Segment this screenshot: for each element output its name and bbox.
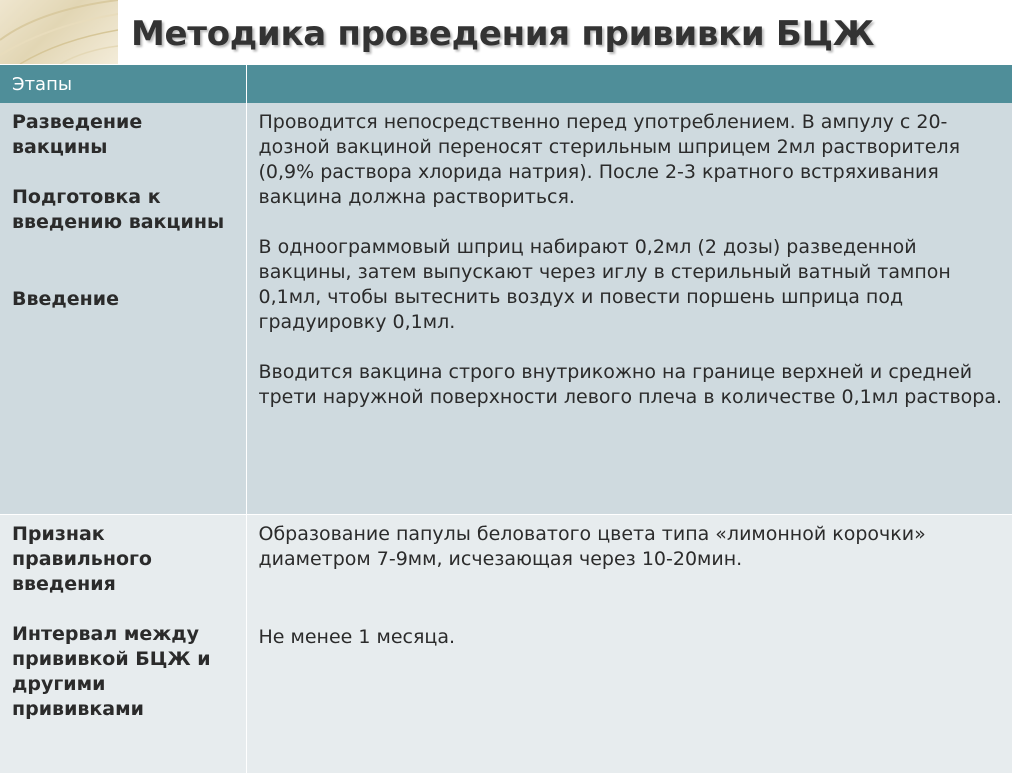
stage-correct-sign: Признак правильного введения <box>12 522 238 597</box>
corner-decoration <box>0 0 118 64</box>
description-interval: Не менее 1 месяца. <box>259 625 1005 650</box>
stage-dilution: Разведение вакцины <box>12 110 238 160</box>
page-title: Методика проведения прививки БЦЖ <box>131 14 874 54</box>
stages-cell <box>0 515 246 773</box>
bcg-procedure-table <box>0 65 1012 773</box>
description-dilution: Проводится непосредственно перед употреблением. В ампулу с 20-дозной вакциной переносят стерильным шприцем 2мл растворителя (0,9% раствора хлорида натрия). После 2-3 кратного встряхивания вакцина должна раствориться. <box>259 110 1005 210</box>
descriptions-cell <box>246 103 1012 515</box>
descriptions-cell <box>246 515 1012 773</box>
table-header-row <box>0 65 1012 103</box>
header-stages: Этапы <box>0 65 246 103</box>
stage-preparation: Подготовка к введению вакцины <box>12 185 238 235</box>
stage-interval: Интервал между прививкой БЦЖ и другими прививками <box>12 622 238 722</box>
description-preparation: В одноограммовый шприц набирают 0,2мл (2 дозы) разведенной вакцины, затем выпускают через иглу в стерильный ватный тампон 0,1мл, чтобы вытеснить воздух и повести поршень шприца под градуировку 0,1мл. <box>259 235 1005 335</box>
description-administration: Вводится вакцина строго внутрикожно на границе верхней и средней трети наружной поверхности левого плеча в количестве 0,1мл раствора. <box>259 360 1005 410</box>
header-description <box>246 65 1012 103</box>
table-row <box>0 103 1012 515</box>
table-row <box>0 515 1012 773</box>
stages-cell <box>0 103 246 515</box>
description-correct-sign: Образование папулы беловатого цвета типа «лимонной корочки» диаметром 7-9мм, исчезающая через 10-20мин. <box>259 522 1005 572</box>
stage-administration: Введение <box>12 287 238 312</box>
